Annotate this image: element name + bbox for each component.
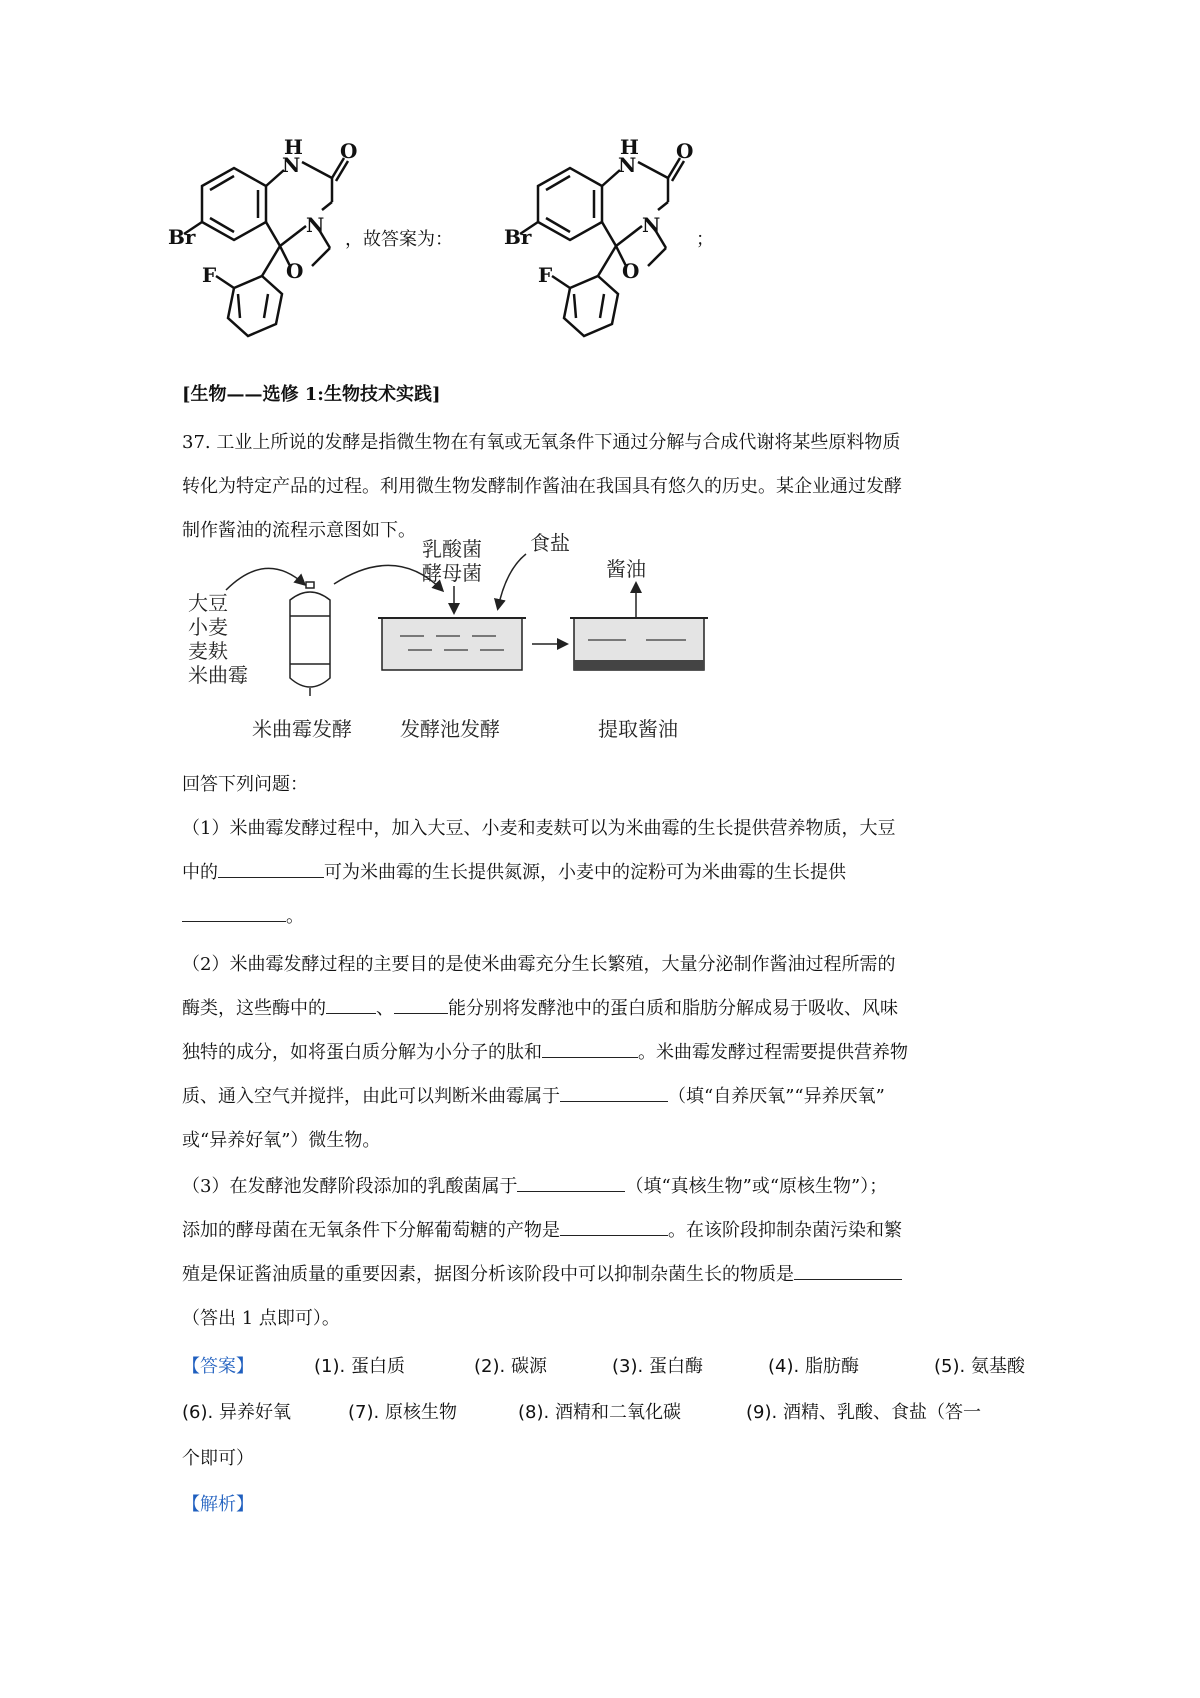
chemical-structure-2 <box>504 135 694 362</box>
q3-blank-2[interactable] <box>560 1219 668 1236</box>
q1-line-2 <box>182 858 846 884</box>
question-37-line-1: 37. 工业上所说的发酵是指微生物在有氧或无氧条件下通过分解与合成代谢将某些原料物质 <box>182 432 901 453</box>
fermenter-vessel <box>290 582 330 696</box>
question-37-line-2: 转化为特定产品的过程。利用微生物发酵制作酱油在我国具有悠久的历史。某企业通过发酵 <box>182 476 902 497</box>
answer-tail: 个即可） <box>182 1448 254 1469</box>
answer-row-2 <box>182 1398 1032 1422</box>
q3-line-1 <box>182 1172 887 1198</box>
q1-text-b: 可为米曲霉的生长提供氮源，小麦中的淀粉可为米曲霉的生长提供 <box>324 862 846 883</box>
flow-product: 酱油 <box>606 557 646 581</box>
q2-blank-1[interactable] <box>326 997 376 1014</box>
answer-item-7: (7). 原核生物 <box>348 1402 457 1423</box>
q2-line-1: （2）米曲霉发酵过程的主要目的是使米曲霉充分生长繁殖，大量分泌制作酱油过程所需的 <box>182 954 896 975</box>
q1-line-1: （1）米曲霉发酵过程中，加入大豆、小麦和麦麸可以为米曲霉的生长提供营养物质，大豆 <box>182 818 896 839</box>
flow-additive-1: 乳酸菌 <box>422 537 482 561</box>
q3-text-d: 。在该阶段抑制杂菌污染和繁 <box>668 1220 902 1241</box>
q3-text-b: （填“真核生物”或“原核生物”）； <box>625 1176 888 1197</box>
q2-text-a: 酶类，这些酶中的 <box>182 998 326 1019</box>
q2-text-e: 。米曲霉发酵过程需要提供营养物 <box>638 1042 908 1063</box>
flow-input-1: 大豆 <box>188 591 228 615</box>
q3-text-e: 殖是保证酱油质量的重要因素，据图分析该阶段中可以抑制杂菌生长的物质是 <box>182 1264 794 1285</box>
q3-text-a: （3）在发酵池发酵阶段添加的乳酸菌属于 <box>182 1176 518 1197</box>
q2-blank-4[interactable] <box>560 1085 668 1102</box>
question-37-line-3: 制作酱油的流程示意图如下。 <box>182 520 416 541</box>
flow-input-2: 小麦 <box>188 615 228 639</box>
analysis-tag: 【解析】 <box>182 1494 254 1515</box>
atom-f: F <box>202 263 217 287</box>
arrow-to-fermenter <box>226 568 304 590</box>
atom-n-amide: N <box>282 153 301 177</box>
atom-o-ring: O <box>622 259 640 283</box>
q2-blank-3[interactable] <box>542 1041 638 1058</box>
answer-item-4: (4). 脂肪酶 <box>768 1356 859 1377</box>
flow-salt: 食盐 <box>530 531 570 555</box>
q1-blank-2[interactable] <box>182 905 286 922</box>
atom-n-amide: N <box>618 153 637 177</box>
flow-additive-2: 酵母菌 <box>422 561 482 585</box>
q3-blank-3[interactable] <box>794 1263 902 1280</box>
q3-line-2 <box>182 1216 902 1242</box>
q2-line-2 <box>182 994 898 1020</box>
q3-line-3 <box>182 1260 902 1286</box>
answer-item-6: (6). 异养好氧 <box>182 1402 291 1423</box>
q3-line-4: （答出 1 点即可）。 <box>182 1308 340 1329</box>
prompt: 回答下列问题： <box>182 774 308 795</box>
answer-tag: 【答案】 <box>182 1356 254 1377</box>
q2-line-3 <box>182 1038 908 1064</box>
atom-o-carbonyl: O <box>340 139 358 163</box>
q2-blank-2[interactable] <box>394 997 448 1014</box>
atom-o-ring: O <box>286 259 304 283</box>
q1-text-a: 中的 <box>182 862 218 883</box>
soy-sauce-flow-diagram <box>186 531 786 750</box>
atom-h: H <box>620 135 639 159</box>
atom-n-amine: N <box>642 213 661 237</box>
flow-input-4: 米曲霉 <box>188 663 248 687</box>
q1-blank-1[interactable] <box>218 861 324 878</box>
q1-end: 。 <box>286 906 304 927</box>
flow-step-1: 米曲霉发酵 <box>252 717 352 741</box>
extraction-tank <box>570 618 708 670</box>
atom-h: H <box>284 135 303 159</box>
structure-end-mark: ； <box>696 229 714 250</box>
q2-text-c: 能分别将发酵池中的蛋白质和脂肪分解成易于吸收、风味 <box>448 998 898 1019</box>
atom-o-carbonyl: O <box>676 139 694 163</box>
q1-line-3 <box>182 902 304 928</box>
fermentation-tank <box>378 618 526 670</box>
flow-step-3: 提取酱油 <box>598 717 678 741</box>
q2-text-g: （填“自养厌氧”“异养厌氧” <box>668 1086 885 1107</box>
answer-row-1 <box>182 1352 1032 1376</box>
q2-text-b: 、 <box>376 998 394 1019</box>
answer-item-2: (2). 碳源 <box>474 1356 547 1377</box>
structure-caption: ，故答案为： <box>345 229 453 250</box>
answer-item-3: (3). 蛋白酶 <box>612 1356 703 1377</box>
answer-item-5: (5). 氨基酸 <box>934 1356 1025 1377</box>
q3-blank-1[interactable] <box>517 1175 625 1192</box>
flow-input-3: 麦麸 <box>188 639 228 663</box>
section-title: [生物——选修 1:生物技术实践] <box>182 384 441 405</box>
answer-item-1: (1). 蛋白质 <box>314 1356 405 1377</box>
answer-item-9: (9). 酒精、乳酸、食盐（答一 <box>746 1402 981 1423</box>
arrow-salt <box>498 554 526 608</box>
q2-line-4 <box>182 1082 885 1108</box>
atom-br: Br <box>504 225 532 249</box>
atom-f: F <box>538 263 553 287</box>
q2-text-d: 独特的成分，如将蛋白质分解为小分子的肽和 <box>182 1042 542 1063</box>
q3-text-c: 添加的酵母菌在无氧条件下分解葡萄糖的产物是 <box>182 1220 560 1241</box>
q2-text-f: 质、通入空气并搅拌，由此可以判断米曲霉属于 <box>182 1086 560 1107</box>
atom-br: Br <box>168 225 196 249</box>
answer-item-8: (8). 酒精和二氧化碳 <box>518 1402 681 1423</box>
chemical-structure-1 <box>168 135 358 362</box>
atom-n-amine: N <box>306 213 325 237</box>
flow-step-2: 发酵池发酵 <box>400 717 500 741</box>
q2-line-5: 或“异养好氧”）微生物。 <box>182 1130 381 1151</box>
